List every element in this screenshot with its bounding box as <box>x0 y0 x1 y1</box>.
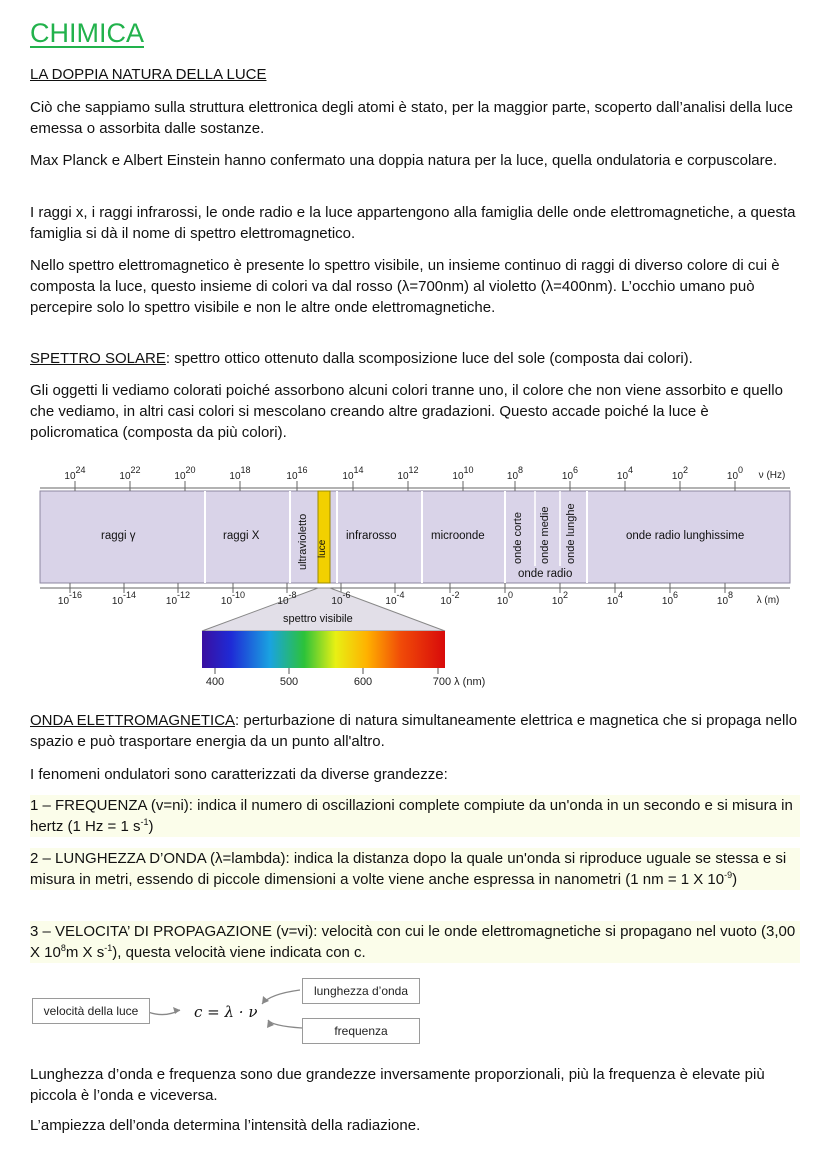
region-xray: raggi X <box>223 530 260 542</box>
wave-tick: $10^{-8}$ <box>277 590 297 607</box>
item-lunghezza-onda: 2 – LUNGHEZZA D’ONDA (λ=lambda): indica la distanza dopo la quale un'onda si riproduce uguale se stessa e si misura in metri, essendo di piccole dimensioni a volte viene anche espressa in nanometri (1 nm = 1 X $10^{-9}$) <box>30 848 800 890</box>
nm-tick: 500 <box>279 676 299 688</box>
paragraph-onda-elettromagnetica <box>30 710 800 752</box>
wave-tick: $10^{-4}$ <box>385 590 405 607</box>
region-short-wave: onde corte <box>512 512 524 564</box>
light-band <box>318 491 330 583</box>
wave-tick: $10^4$ <box>606 590 624 607</box>
wave-tick: $10^{-10}$ <box>220 590 246 607</box>
paragraph-spettro-solare <box>30 348 800 369</box>
nm-tick: 600 <box>353 676 373 688</box>
region-gamma: raggi γ <box>101 530 136 542</box>
definition-onda-elettromagnetica: : perturbazione di natura simultaneamente elettrica e magnetica che si propaga nello spazio e può trasportare energia da un punto all'altro. <box>30 712 798 750</box>
wave-tick: $10^{-2}$ <box>440 590 460 607</box>
item-frequenza: 1 – FREQUENZA (v=ni): indica il numero di oscillazioni complete compiute da un'onda in un secondo e si misura in hertz (1 Hz = 1 $s^{-1}$) <box>30 795 800 837</box>
freq-tick: $10^{14}$ <box>342 465 364 482</box>
item-velocita-propagazione: 3 – VELOCITA’ DI PROPAGAZIONE (v=vi): velocità con cui le onde elettromagnetiche si propagano nel vuoto (3,00 X $10^8m$ X $s^{-1}$), questa velocità viene indicata con c. <box>30 921 800 963</box>
frequency-label: frequenza <box>302 1018 420 1044</box>
freq-tick: $10^6$ <box>561 465 579 482</box>
nm-tick: 700 λ (nm) <box>432 676 486 688</box>
wavelength-label: lunghezza d’onda <box>302 978 420 1004</box>
visible-spectrum-bar <box>202 631 445 668</box>
page-title: CHIMICA <box>30 18 144 48</box>
region-light: luce <box>317 539 328 558</box>
freq-tick: $10^{24}$ <box>64 465 86 482</box>
wave-tick: $10^0$ <box>496 590 514 607</box>
wave-tick: $10^{-14}$ <box>111 590 137 607</box>
wave-tick: $10^{-6}$ <box>331 590 351 607</box>
freq-tick: $10^4$ <box>616 465 634 482</box>
spectrum-graphic <box>35 466 795 696</box>
freq-tick: $10^{12}$ <box>397 465 419 482</box>
freq-tick: $10^{10}$ <box>452 465 474 482</box>
paragraph-8: I fenomeni ondulatori sono caratterizzati da diverse grandezze: <box>30 766 448 783</box>
paragraph-4: Nello spettro elettromagnetico è presente lo spettro visibile, un insieme continuo di raggi di diverso colore di cui è composta la luce, questo insieme di colori va dal rosso (λ=700nm) al violetto (λ=400nm). L’occhio umano può percepire solo lo spettro visibile e non le altre onde elettromagnetiche. <box>30 257 780 316</box>
nm-tick: 400 <box>205 676 225 688</box>
freq-tick: $10^{22}$ <box>119 465 141 482</box>
section-subtitle: LA DOPPIA NATURA DELLA LUCE <box>30 66 267 83</box>
freq-tick: $10^{20}$ <box>174 465 196 482</box>
region-long-wave: onde lunghe <box>565 503 577 564</box>
paragraph-6: Gli oggetti li vediamo colorati poiché assorbono alcuni colori tranne uno, il colore che non viene assorbito e quello che vediamo, in altri casi colori si mescolano creando altre gradazioni. Questo accade poiché la luce è policromatica (composta da più colori). <box>30 382 783 441</box>
frequency-unit: ν (Hz) <box>758 470 786 481</box>
region-infrared: infrarosso <box>346 530 397 542</box>
paragraph-2: Max Planck e Albert Einstein hanno confermato una doppia natura per la luce, quella ondulatoria e corpuscolare. <box>30 152 778 169</box>
region-microwave: microonde <box>431 530 485 542</box>
paragraph-3: I raggi x, i raggi infrarossi, le onde radio e la luce appartengono alla famiglia delle onde elettromagnetiche, a questa famiglia si dà il nome di spettro elettromagnetico. <box>30 204 796 242</box>
region-medium-wave: onde medie <box>539 506 551 564</box>
freq-tick: $10^8$ <box>506 465 524 482</box>
term-onda-elettromagnetica: ONDA ELETTROMAGNETICA <box>30 712 236 729</box>
wave-tick: $10^8$ <box>716 590 734 607</box>
definition-spettro-solare: : spettro ottico ottenuto dalla scomposizione luce del sole (composta dai colori). <box>165 350 693 367</box>
region-very-long-radio: onde radio lunghissime <box>626 530 745 542</box>
region-uv: ultravioletto <box>297 513 309 570</box>
wave-tick: $10^{-12}$ <box>165 590 191 607</box>
paragraph-13: L’ampiezza dell’onda determina l’intensità della radiazione. <box>30 1117 421 1134</box>
electromagnetic-spectrum-diagram <box>35 466 795 696</box>
paragraph-12: Lunghezza d’onda e frequenza sono due grandezze inversamente proporzionali, più la frequenza è elevate più piccola è l’onda e viceversa. <box>30 1066 765 1104</box>
freq-tick: $10^{18}$ <box>229 465 251 482</box>
speed-of-light-label: velocità della luce <box>32 998 150 1024</box>
region-radio: onde radio <box>518 568 573 580</box>
wave-tick: $10^{-16}$ <box>57 590 83 607</box>
wavelength-unit: λ (m) <box>756 595 780 606</box>
freq-tick: $10^{16}$ <box>286 465 308 482</box>
formula-expression: c = λ · ν <box>194 1003 258 1021</box>
paragraph-1: Ciò che sappiamo sulla struttura elettronica degli atomi è stato, per la maggior parte, scoperto dall’analisi della luce emessa o assorbita dalle sostanze. <box>30 99 793 137</box>
wave-tick: $10^6$ <box>661 590 679 607</box>
term-spettro-solare: SPETTRO SOLARE <box>30 350 166 367</box>
wave-tick: $10^2$ <box>551 590 569 607</box>
visible-spectrum-label: spettro visibile <box>283 613 353 625</box>
freq-tick: $10^0$ <box>726 465 744 482</box>
freq-tick: $10^2$ <box>671 465 689 482</box>
